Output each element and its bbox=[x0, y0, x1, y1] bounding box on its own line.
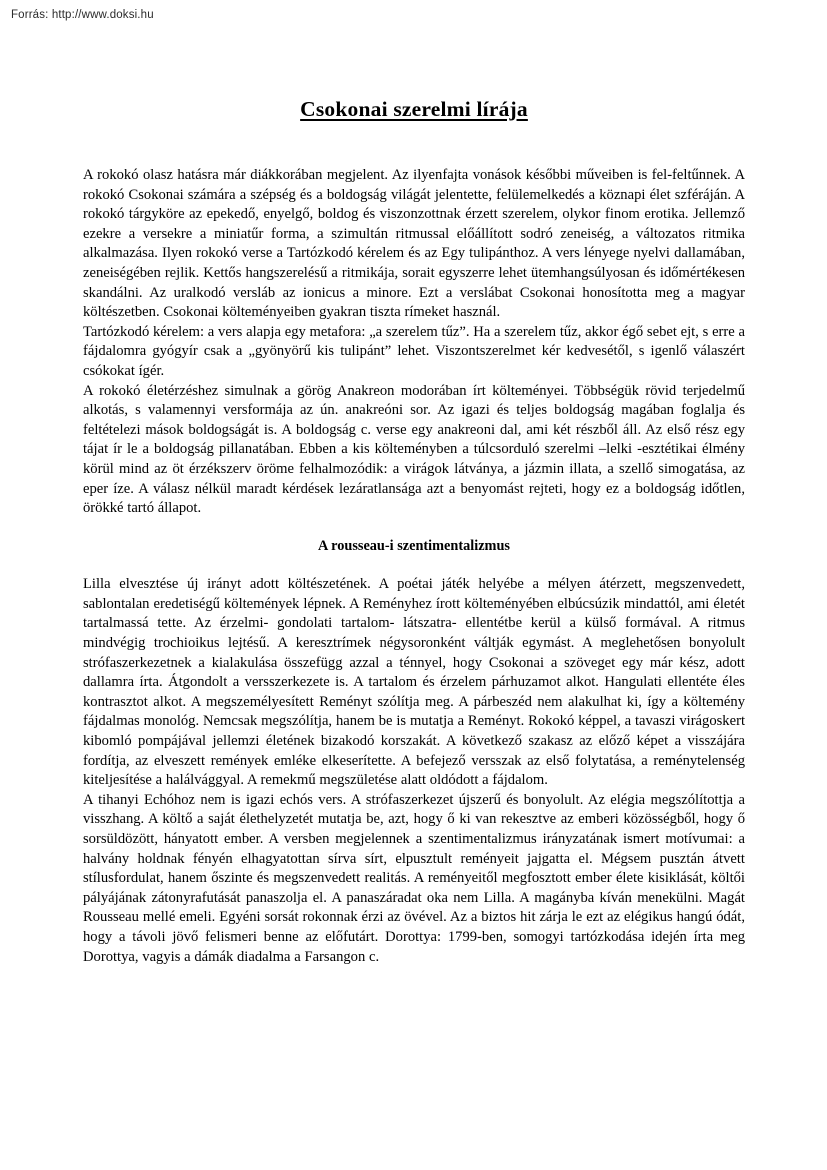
paragraph-tihanyi-echohoz: A tihanyi Echóhoz nem is igazi echós vers. A strófaszerkezet újszerű és bonyolult. Az elégia megszólítottja a visszhang. A költő a saját élethelyzetét mutatja be, azt, hogy ő ki van rekesztve az emberi közösségből, hogy ő sorsüldözött, hányatott ember. A versben megjelennek a szentimentalizmus irányzatának ismert motívumai: a halvány holdnak fényén elhagyatottan sírva sírt, elpusztult reményeit jajgatta el. Mégsem pusztán átvett stílusfordulat, hanem őszinte és megszenvedett realitás. A reményeitől megfosztott ember élete kisiklását, költői pályájának zátonyrafutását panaszolja el. A panaszáradat oka nem Lilla. A magányba kíván menekülni. Magát Rousseau mellé emeli. Egyéni sorsát rokonnak érzi az övével. Az a biztos hit zárja le ezt az elégikus hangú ódát, hogy a távoli jövő felismeri benne az előfutárt. Dorottya: 1799-ben, somogyi tartózkodása idején írta meg Dorottya, vagyis a dámák diadalma a Farsangon c. bbox=[83, 791, 745, 965]
source-url-header: Forrás: http://www.doksi.hu bbox=[11, 9, 154, 21]
paragraph-tartozkodo-kerelem: Tartózkodó kérelem: a vers alapja egy metafora: „a szerelem tűz”. Ha a szerelem tűz, akkor égő sebet ejt, s erre a fájdalomra gyógyír csak a „gyönyörű kis tulipánt” lehet. Viszontszerelmet kér kedvesétől, s igenlő válaszért csókokat ígér. bbox=[83, 323, 745, 379]
document-title: Csokonai szerelmi lírája bbox=[300, 97, 528, 121]
paragraph-lilla-remenyhez: Lilla elvesztése új irányt adott költészetének. A poétai játék helyébe a mélyen átérzett, megszenvedett, sablontalan eredetiségű költemények lépnek. A Reményhez írott költeményében elbúcsúzik mindattól, ami életét tartalmassá tette. Az érzelmi- gondolati tartalom- látszatra- ellentétbe kerül a külső formával. A ritmus mindvégig trochioikus lejtésű. A keresztrímek négysoronként váltják egymást. A meglehetősen bonyolult strófaszerkezetnek a kialakulása összefügg azzal a ténnyel, hogy Csokonai a szöveget egy már kész, adott dallamra írta. Átgondolt a versszerkezete is. A tartalom és érzelem párhuzamot alkot. Hangulati ellentéte éles kontrasztot alkot. A megszemélyesített Reményt szólítja meg. A párbeszéd nem alakulhat ki, így a költemény fájdalmas monológ. Nemcsak megszólítja, hanem be is mutatja a Reményt. Rokokó képpel, a tavaszi virágoskert kibomló pompájával jellemzi életének bizakodó korszakát. A következő szakasz az előző képet a visszájára fordítja, az elveszett remények emléke elkeserítette. A befejező versszak az első folytatása, a reménytelenség kiteljesítése a halálvággyal. A remekmű megszületése alatt oldódott a fájdalom. bbox=[83, 576, 745, 789]
section-heading-szentimentalizmus: A rousseau-i szentimentalizmus bbox=[318, 537, 510, 554]
document-body bbox=[83, 96, 745, 967]
paragraph-rokoko-intro: A rokokó olasz hatásra már diákkorában megjelent. Az ilyenfajta vonások későbbi műveiben is fel-feltűnnek. A rokokó Csokonai számára a szépség és a boldogság világát jelentette, felülemelkedés a köznapi élet szféráján. A rokokó tárgyköre az epekedő, enyelgő, boldog és viszonzottnak érzett szerelem, olykor finom erotika. Jellemző ezekre a versekre a miniatűr forma, a szimultán ritmussal előállított sodró zeneiség, a változatos ritmika alkalmazása. Ilyen rokokó verse a Tartózkodó kérelem és az Egy tulipánthoz. A vers lényege nyelvi dallamában, zeneiségében rejlik. Kettős hangszerelésű a ritmikája, sorait egyszerre lehet ütemhangsúlyosan és időmértékesen skandálni. Az uralkodó versláb az ionicus a minore. Ezt a verslábat Csokonai honosította meg a magyar költészetben. Csokonai költeményeiben gyakran tiszta rímeket használ. bbox=[83, 167, 745, 321]
paragraph-anakreon: A rokokó életérzéshez simulnak a görög Anakreon modorában írt költeményei. Többségük rövid terjedelmű alkotás, s valamennyi versformája az ún. anakreóni sor. Az igazi és teljes boldogság magában foglalja és feltételezi mások boldogságát is. A boldogság c. verse egy anakreoni dal, ami két részből áll. Az első rész egy tájat ír le a boldogság pillanatában. Ebben a kis költeményben a túlcsorduló szerelmi –lelki -esztétikai élmény körül mind az öt érzékszerv öröme felhalmozódik: a virágok látványa, a jázmin illata, a szellő simogatása, az eper íze. A válasz nélkül maradt kérdések lezáratlansága azt a benyomást rejteti, hogy ez a boldogság időtlen, örökké tartó állapot. bbox=[83, 382, 745, 517]
